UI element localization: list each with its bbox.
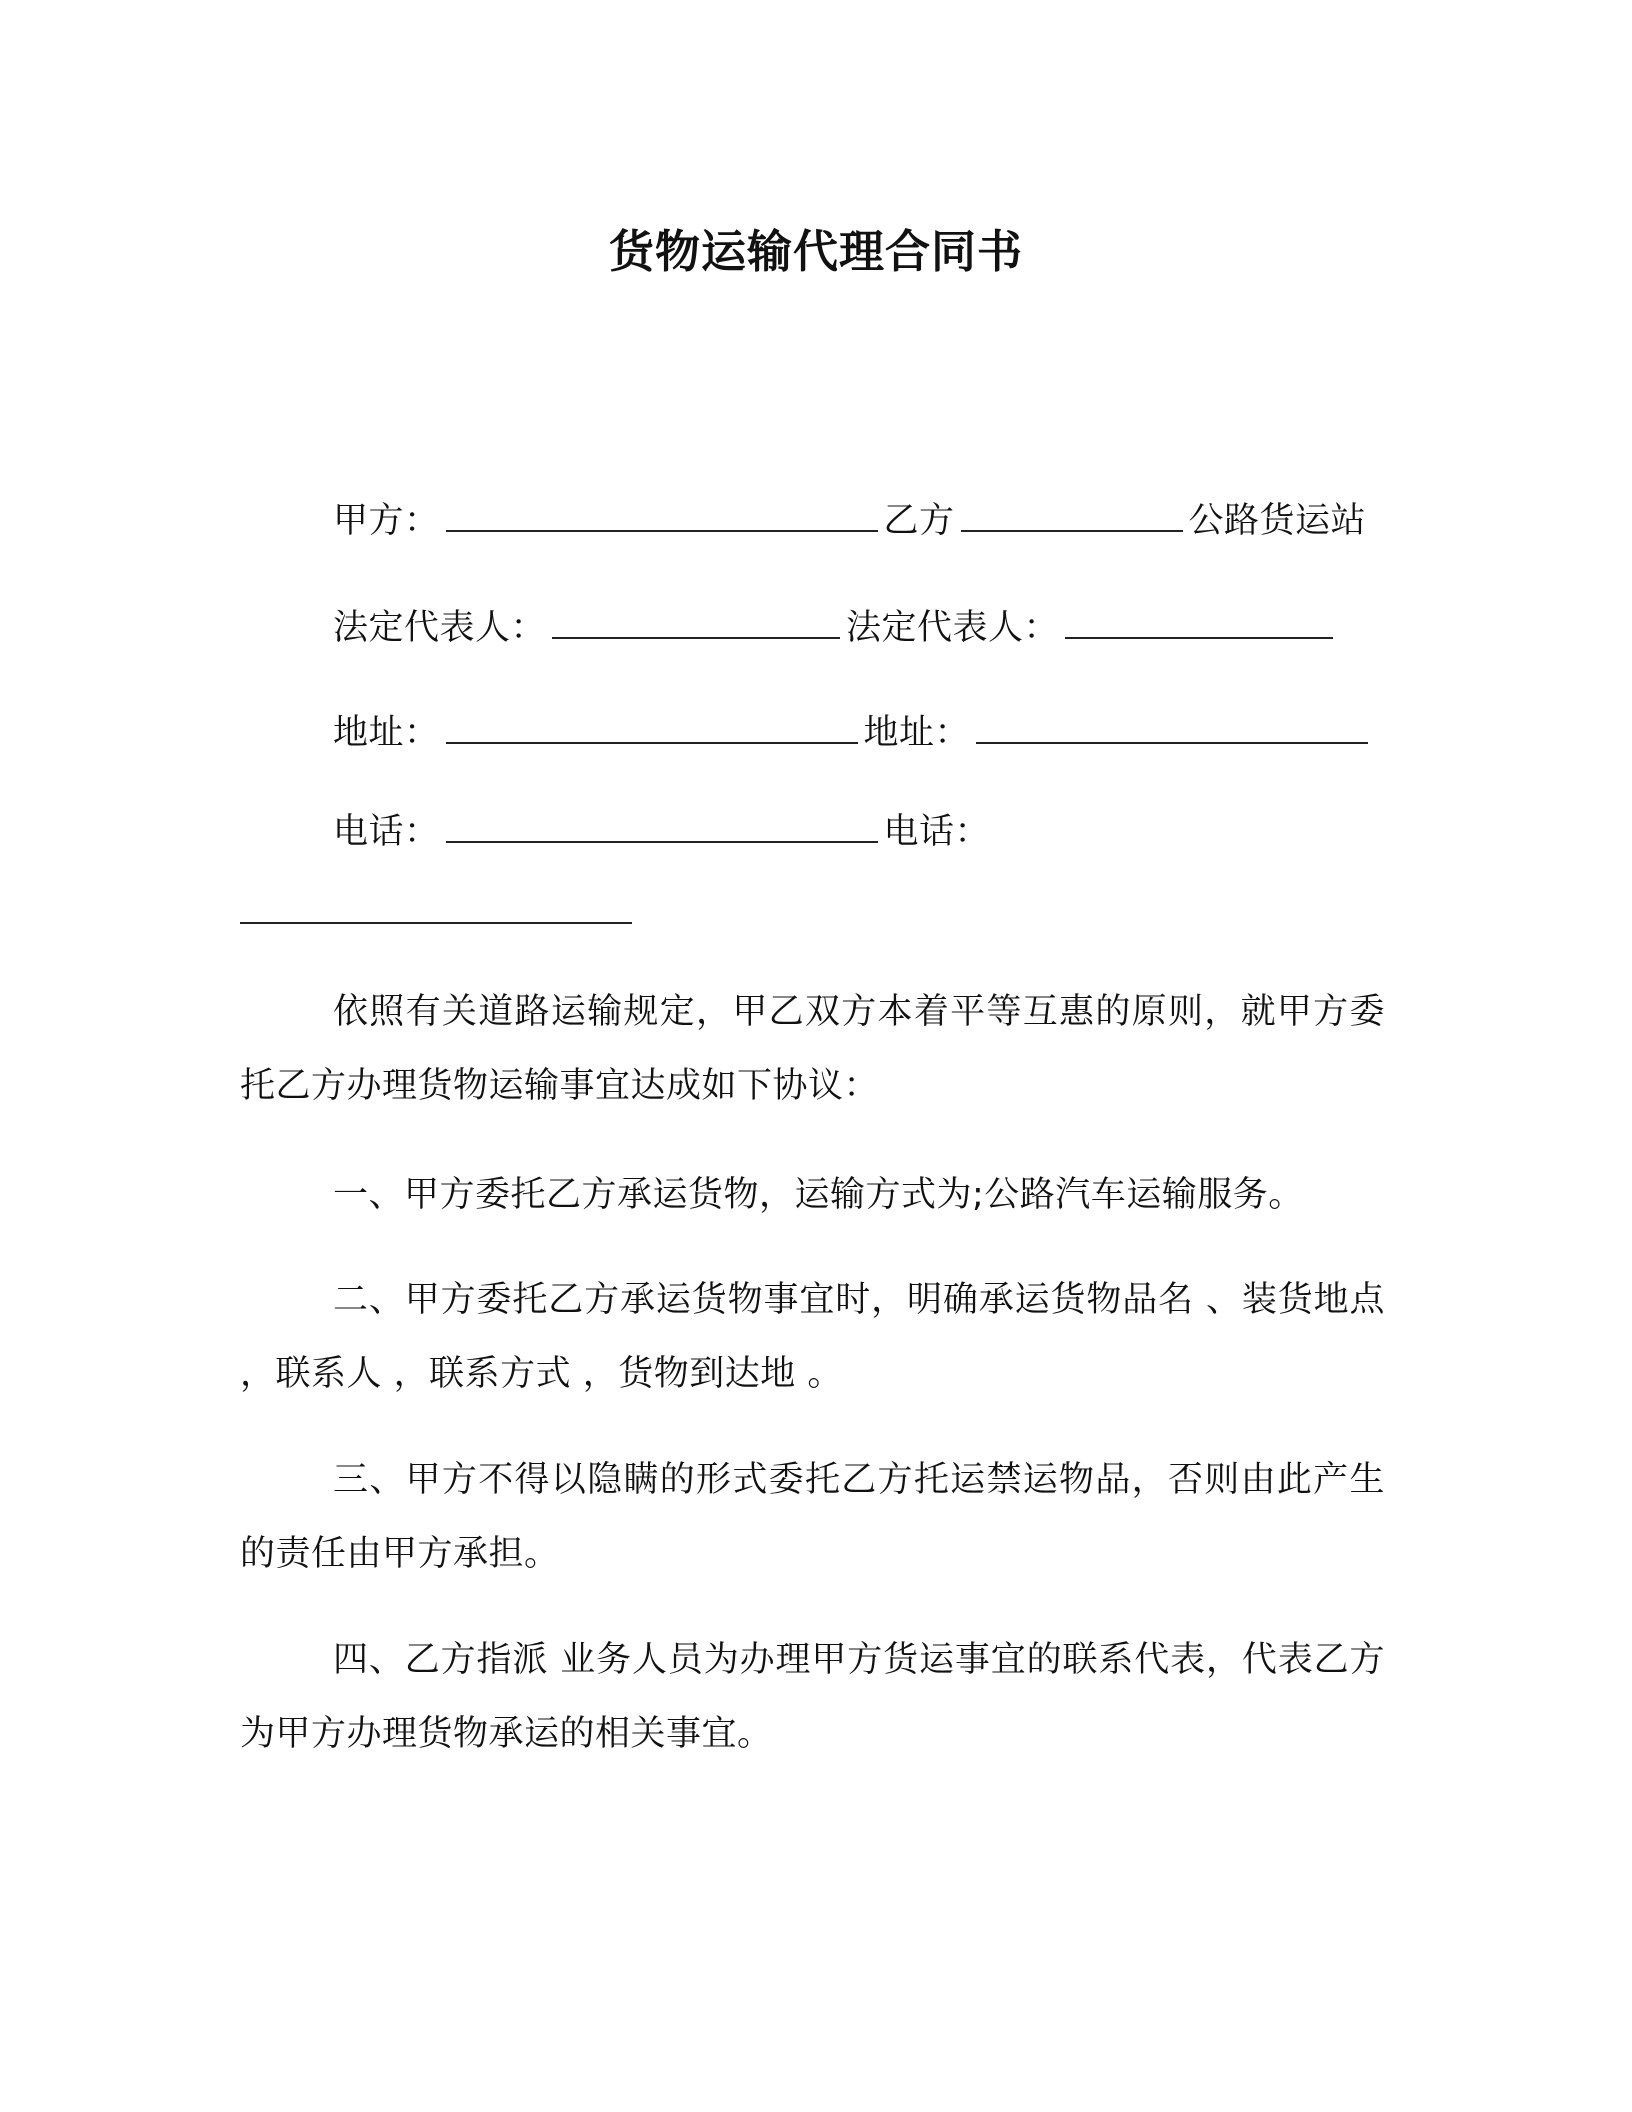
paragraph-clause-2: 二、甲方委托乙方承运货物事宜时，明确承运货物品名 、装货地点 ，联系人 ，联系方式 ，货物到达地 。 <box>240 1280 1385 1394</box>
document-title: 货物运输代理合同书 <box>608 225 1023 278</box>
rep-b-label: 法定代表人： <box>846 608 1060 648</box>
addr-a-label: 地址： <box>333 713 440 753</box>
rep-b-blank[interactable] <box>1065 607 1333 639</box>
paragraph-clause-4: 四、乙方指派 业务人员为办理甲方货运事宜的联系代表，代表乙方为甲方办理货物承运的相关事宜。 <box>240 1640 1385 1754</box>
phone-a-blank[interactable] <box>446 811 878 843</box>
party-b-blank[interactable] <box>961 500 1183 532</box>
party-a-label: 甲方： <box>333 501 440 541</box>
representative-row <box>333 604 1339 652</box>
phone-a-label: 电话： <box>333 812 440 852</box>
party-b-suffix: 公路货运站 <box>1188 501 1367 541</box>
party-row <box>333 497 1366 545</box>
paragraph-clause-3: 三、甲方不得以隐瞒的形式委托乙方托运禁运物品，否则由此产生的责任由甲方承担。 <box>240 1460 1385 1574</box>
addr-a-blank[interactable] <box>446 712 858 744</box>
party-b-label: 乙方 <box>883 501 955 541</box>
phone-b-blank[interactable] <box>240 922 632 924</box>
party-a-blank[interactable] <box>446 500 878 532</box>
paragraph-clause-1: 一、甲方委托乙方承运货物，运输方式为;公路汽车运输服务。 <box>333 1175 1304 1215</box>
addr-b-blank[interactable] <box>976 712 1368 744</box>
address-row <box>333 709 1374 757</box>
rep-a-blank[interactable] <box>552 607 840 639</box>
paragraph-intro: 依照有关道路运输规定，甲乙双方本着平等互惠的原则，就甲方委托乙方办理货物运输事宜达成如下协议： <box>240 992 1385 1106</box>
rep-a-label: 法定代表人： <box>333 608 547 648</box>
phone-b-label: 电话： <box>883 812 991 852</box>
phone-row <box>333 808 990 856</box>
addr-b-label: 地址： <box>863 713 971 753</box>
